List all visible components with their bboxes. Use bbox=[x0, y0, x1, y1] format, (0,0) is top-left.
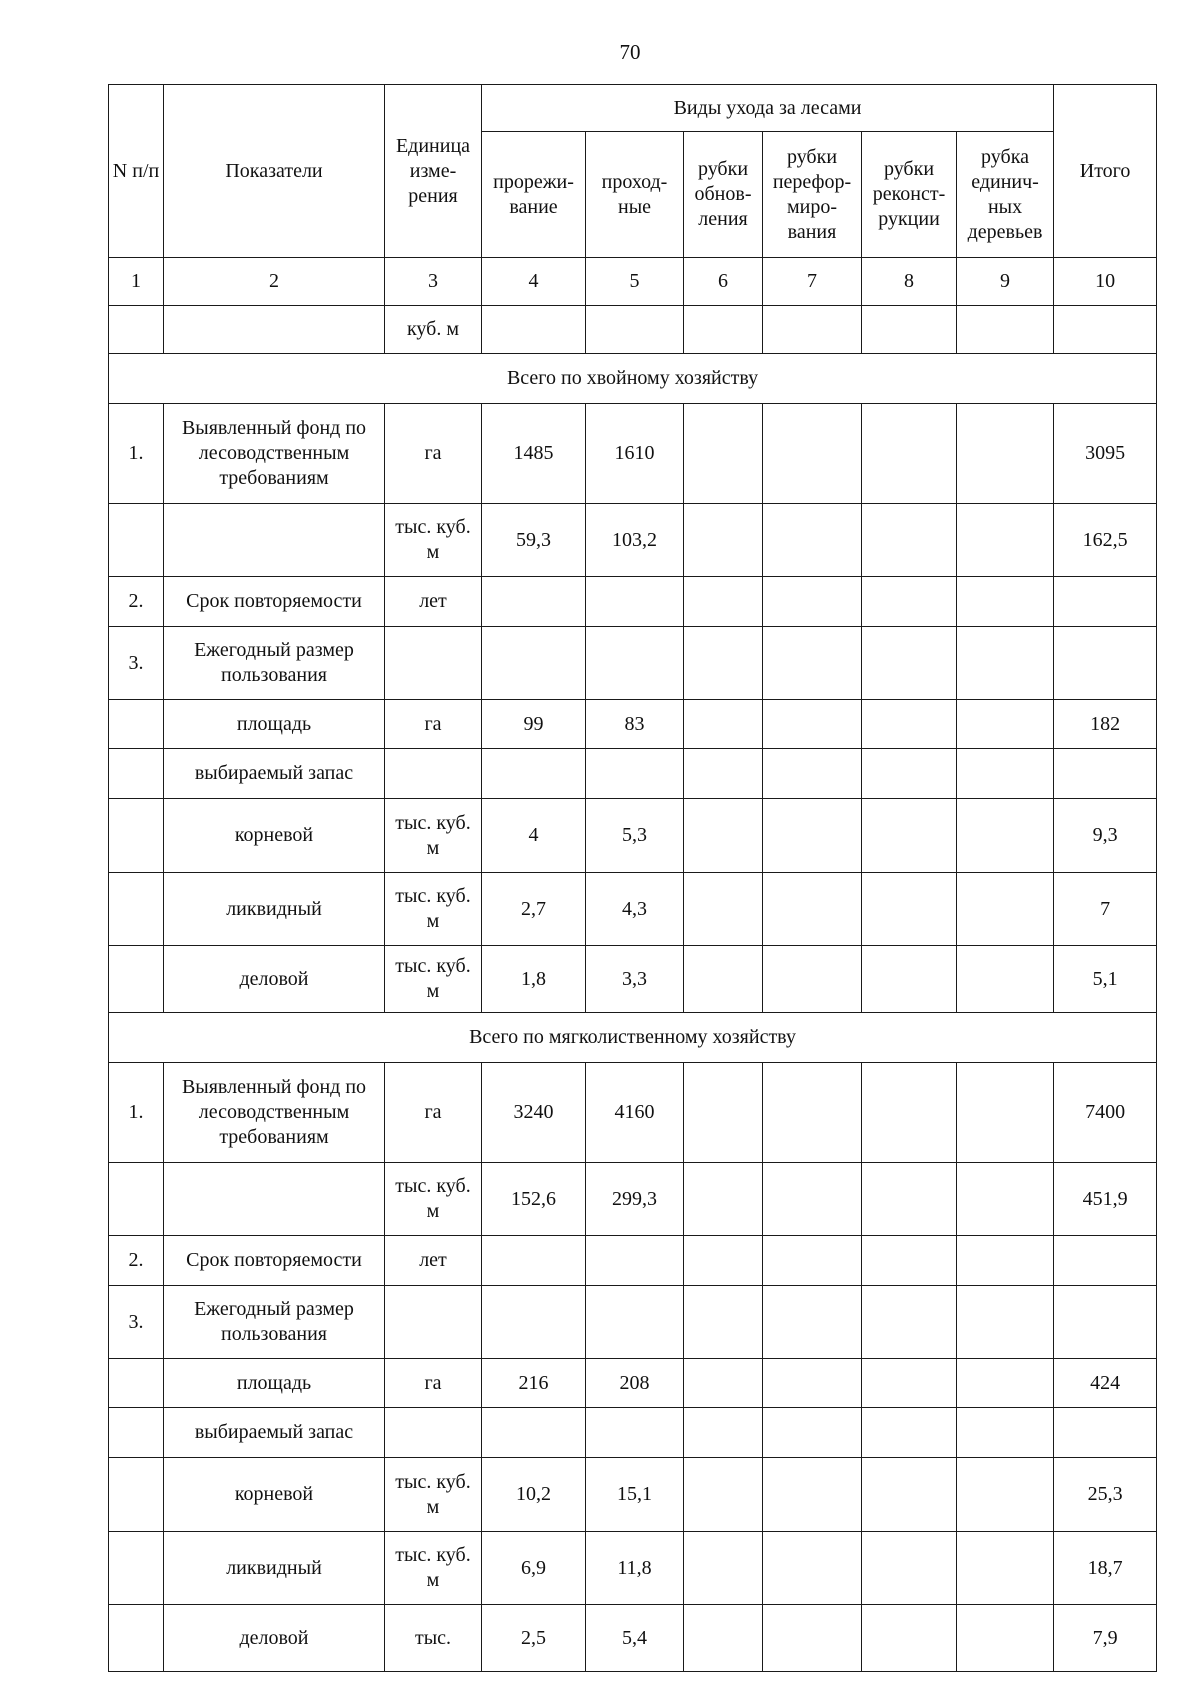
row-number-cell: 2. bbox=[109, 577, 164, 627]
indicator-cell: деловой bbox=[164, 1605, 385, 1672]
reconstruction-value bbox=[862, 504, 957, 577]
indicator-cell: корневой bbox=[164, 799, 385, 873]
thinning-value: 2,7 bbox=[482, 873, 586, 946]
col-number: 10 bbox=[1054, 258, 1157, 306]
total-value bbox=[1054, 1408, 1157, 1458]
single-trees-value bbox=[957, 577, 1054, 627]
row-number-cell bbox=[109, 504, 164, 577]
total-value: 18,7 bbox=[1054, 1532, 1157, 1605]
reformation-value bbox=[763, 1532, 862, 1605]
renewal-value bbox=[684, 799, 763, 873]
reconstruction-value bbox=[862, 1236, 957, 1286]
header-indicator: Показатели bbox=[164, 85, 385, 258]
renewal-value bbox=[684, 577, 763, 627]
indicator-cell: ликвидный bbox=[164, 873, 385, 946]
reformation-value bbox=[763, 1359, 862, 1408]
renewal-value bbox=[684, 1236, 763, 1286]
thinning-value bbox=[482, 1408, 586, 1458]
header-row-1 bbox=[109, 85, 1157, 132]
renewal-value bbox=[684, 1532, 763, 1605]
table-row bbox=[109, 1286, 1157, 1359]
single-trees-value bbox=[957, 404, 1054, 504]
single-trees-value bbox=[957, 1532, 1054, 1605]
passage-value: 4160 bbox=[586, 1063, 684, 1163]
reconstruction-value bbox=[862, 577, 957, 627]
single-trees-value bbox=[957, 504, 1054, 577]
table-row bbox=[109, 873, 1157, 946]
renewal-value bbox=[684, 700, 763, 749]
reformation-value bbox=[763, 1063, 862, 1163]
row-number-cell bbox=[109, 946, 164, 1013]
reformation-value bbox=[763, 627, 862, 700]
reconstruction-value bbox=[862, 1063, 957, 1163]
table-cell bbox=[862, 306, 957, 354]
reconstruction-value bbox=[862, 700, 957, 749]
unit-cell: тыс. куб. м bbox=[385, 946, 482, 1013]
reformation-value bbox=[763, 799, 862, 873]
table-row bbox=[109, 1532, 1157, 1605]
single-trees-value bbox=[957, 1236, 1054, 1286]
section-title: Всего по мягколиственному хозяйству bbox=[109, 1013, 1157, 1063]
single-trees-value bbox=[957, 799, 1054, 873]
unit-cell: га bbox=[385, 1063, 482, 1163]
reformation-value bbox=[763, 404, 862, 504]
renewal-value bbox=[684, 1458, 763, 1532]
total-value: 9,3 bbox=[1054, 799, 1157, 873]
thinning-value: 2,5 bbox=[482, 1605, 586, 1672]
unit-cell: тыс. куб. м bbox=[385, 1532, 482, 1605]
indicator-cell: площадь bbox=[164, 1359, 385, 1408]
table-cell bbox=[1054, 306, 1157, 354]
total-value: 7 bbox=[1054, 873, 1157, 946]
row-number-cell bbox=[109, 799, 164, 873]
reformation-value bbox=[763, 1458, 862, 1532]
indicator-cell: Срок повторяемости bbox=[164, 577, 385, 627]
single-trees-value bbox=[957, 627, 1054, 700]
table-row bbox=[109, 577, 1157, 627]
passage-value bbox=[586, 627, 684, 700]
thinning-value: 99 bbox=[482, 700, 586, 749]
reformation-value bbox=[763, 1163, 862, 1236]
passage-value: 299,3 bbox=[586, 1163, 684, 1236]
reconstruction-value bbox=[862, 1408, 957, 1458]
table-row bbox=[109, 946, 1157, 1013]
header-care-types-group: Виды ухода за лесами bbox=[482, 85, 1054, 132]
table-row bbox=[109, 749, 1157, 799]
row-number-cell bbox=[109, 700, 164, 749]
total-value: 3095 bbox=[1054, 404, 1157, 504]
unit-cell: га bbox=[385, 700, 482, 749]
row-number-cell bbox=[109, 1163, 164, 1236]
passage-value: 5,4 bbox=[586, 1605, 684, 1672]
header-type-reconstruction: рубки реконст-рукции bbox=[862, 132, 957, 258]
renewal-value bbox=[684, 504, 763, 577]
header-type-passage: проход-ные bbox=[586, 132, 684, 258]
unit-cell: тыс. bbox=[385, 1605, 482, 1672]
table-row bbox=[109, 1408, 1157, 1458]
reconstruction-value bbox=[862, 1359, 957, 1408]
reformation-value bbox=[763, 1286, 862, 1359]
reconstruction-value bbox=[862, 1286, 957, 1359]
table-row bbox=[109, 404, 1157, 504]
reconstruction-value bbox=[862, 799, 957, 873]
passage-value: 83 bbox=[586, 700, 684, 749]
indicator-cell: выбираемый запас bbox=[164, 749, 385, 799]
col-number: 2 bbox=[164, 258, 385, 306]
row-number-cell bbox=[109, 1458, 164, 1532]
unit-cell bbox=[385, 749, 482, 799]
table-cell bbox=[957, 306, 1054, 354]
total-value: 25,3 bbox=[1054, 1458, 1157, 1532]
unit-cell: лет bbox=[385, 1236, 482, 1286]
row-number-cell bbox=[109, 873, 164, 946]
total-value bbox=[1054, 1286, 1157, 1359]
reformation-value bbox=[763, 577, 862, 627]
col-number: 1 bbox=[109, 258, 164, 306]
header-unit: Единица изме-рения bbox=[385, 85, 482, 258]
row-number-cell bbox=[109, 1605, 164, 1672]
renewal-value bbox=[684, 1359, 763, 1408]
header-type-single-trees: рубка единич-ных деревьев bbox=[957, 132, 1054, 258]
page-number: 70 bbox=[619, 40, 641, 64]
header-total: Итого bbox=[1054, 85, 1157, 258]
unit-cell: тыс. куб. м bbox=[385, 1458, 482, 1532]
renewal-value bbox=[684, 1605, 763, 1672]
reconstruction-value bbox=[862, 749, 957, 799]
total-value bbox=[1054, 1236, 1157, 1286]
renewal-value bbox=[684, 1408, 763, 1458]
reformation-value bbox=[763, 700, 862, 749]
indicator-cell: Ежегодный размер пользования bbox=[164, 1286, 385, 1359]
renewal-value bbox=[684, 749, 763, 799]
renewal-value bbox=[684, 404, 763, 504]
total-value: 162,5 bbox=[1054, 504, 1157, 577]
row-number-cell bbox=[109, 1408, 164, 1458]
unit-cell bbox=[385, 1286, 482, 1359]
table-row bbox=[109, 1605, 1157, 1672]
thinning-value bbox=[482, 1286, 586, 1359]
unit-cell: тыс. куб. м bbox=[385, 1163, 482, 1236]
indicator-cell: выбираемый запас bbox=[164, 1408, 385, 1458]
indicator-cell: Выявленный фонд по лесоводственным требованиям bbox=[164, 404, 385, 504]
col-number: 3 bbox=[385, 258, 482, 306]
indicator-cell bbox=[164, 1163, 385, 1236]
total-value: 424 bbox=[1054, 1359, 1157, 1408]
single-trees-value bbox=[957, 1163, 1054, 1236]
indicator-cell: Ежегодный размер пользования bbox=[164, 627, 385, 700]
table-row bbox=[109, 504, 1157, 577]
unit-cell: куб. м bbox=[385, 306, 482, 354]
passage-value bbox=[586, 577, 684, 627]
unit-cell bbox=[385, 1408, 482, 1458]
single-trees-value bbox=[957, 873, 1054, 946]
reconstruction-value bbox=[862, 404, 957, 504]
table-row bbox=[109, 1359, 1157, 1408]
passage-value: 1610 bbox=[586, 404, 684, 504]
single-trees-value bbox=[957, 1286, 1054, 1359]
passage-value: 11,8 bbox=[586, 1532, 684, 1605]
reconstruction-value bbox=[862, 1532, 957, 1605]
total-value: 7400 bbox=[1054, 1063, 1157, 1163]
total-value: 7,9 bbox=[1054, 1605, 1157, 1672]
thinning-value: 152,6 bbox=[482, 1163, 586, 1236]
row-number-cell: 2. bbox=[109, 1236, 164, 1286]
col-number: 8 bbox=[862, 258, 957, 306]
indicator-cell: Выявленный фонд по лесоводственным требованиям bbox=[164, 1063, 385, 1163]
thinning-value: 216 bbox=[482, 1359, 586, 1408]
unit-cell: га bbox=[385, 1359, 482, 1408]
passage-value: 15,1 bbox=[586, 1458, 684, 1532]
passage-value: 103,2 bbox=[586, 504, 684, 577]
indicator-cell: Срок повторяемости bbox=[164, 1236, 385, 1286]
table-cell bbox=[586, 306, 684, 354]
row-number-cell: 1. bbox=[109, 1063, 164, 1163]
table-row bbox=[109, 799, 1157, 873]
passage-value: 4,3 bbox=[586, 873, 684, 946]
unit-cell: тыс. куб. м bbox=[385, 504, 482, 577]
passage-value bbox=[586, 1286, 684, 1359]
reconstruction-value bbox=[862, 1458, 957, 1532]
total-value bbox=[1054, 577, 1157, 627]
indicator-cell: ликвидный bbox=[164, 1532, 385, 1605]
table-row bbox=[109, 627, 1157, 700]
table-row bbox=[109, 1236, 1157, 1286]
renewal-value bbox=[684, 1063, 763, 1163]
reformation-value bbox=[763, 504, 862, 577]
section-title: Всего по хвойному хозяйству bbox=[109, 354, 1157, 404]
total-value: 182 bbox=[1054, 700, 1157, 749]
reconstruction-value bbox=[862, 627, 957, 700]
thinning-value bbox=[482, 577, 586, 627]
unit-cell bbox=[385, 627, 482, 700]
thinning-value: 59,3 bbox=[482, 504, 586, 577]
single-trees-value bbox=[957, 946, 1054, 1013]
table-cell bbox=[482, 306, 586, 354]
indicator-cell bbox=[164, 504, 385, 577]
thinning-value bbox=[482, 627, 586, 700]
unit-cell: лет bbox=[385, 577, 482, 627]
forest-care-table bbox=[108, 84, 1157, 1672]
total-value: 5,1 bbox=[1054, 946, 1157, 1013]
table-cell bbox=[763, 306, 862, 354]
single-trees-value bbox=[957, 1063, 1054, 1163]
single-trees-value bbox=[957, 1359, 1054, 1408]
indicator-cell: площадь bbox=[164, 700, 385, 749]
row-number-cell bbox=[109, 1359, 164, 1408]
reconstruction-value bbox=[862, 873, 957, 946]
renewal-value bbox=[684, 1286, 763, 1359]
section-title-row bbox=[109, 354, 1157, 404]
passage-value: 3,3 bbox=[586, 946, 684, 1013]
renewal-value bbox=[684, 627, 763, 700]
total-value bbox=[1054, 627, 1157, 700]
reformation-value bbox=[763, 1605, 862, 1672]
indicator-cell: деловой bbox=[164, 946, 385, 1013]
thinning-value: 3240 bbox=[482, 1063, 586, 1163]
indicator-cell: корневой bbox=[164, 1458, 385, 1532]
total-value: 451,9 bbox=[1054, 1163, 1157, 1236]
unit-cell: га bbox=[385, 404, 482, 504]
row-number-cell bbox=[109, 1532, 164, 1605]
reconstruction-value bbox=[862, 1163, 957, 1236]
col-number: 9 bbox=[957, 258, 1054, 306]
single-trees-value bbox=[957, 749, 1054, 799]
table-cell bbox=[684, 306, 763, 354]
thinning-value: 1,8 bbox=[482, 946, 586, 1013]
renewal-value bbox=[684, 1163, 763, 1236]
reformation-value bbox=[763, 1408, 862, 1458]
carry-over-row bbox=[109, 306, 1157, 354]
single-trees-value bbox=[957, 700, 1054, 749]
reformation-value bbox=[763, 873, 862, 946]
col-number: 5 bbox=[586, 258, 684, 306]
passage-value: 208 bbox=[586, 1359, 684, 1408]
col-number: 6 bbox=[684, 258, 763, 306]
row-number-cell: 1. bbox=[109, 404, 164, 504]
passage-value: 5,3 bbox=[586, 799, 684, 873]
passage-value bbox=[586, 749, 684, 799]
reconstruction-value bbox=[862, 1605, 957, 1672]
table-row bbox=[109, 1458, 1157, 1532]
row-number-cell: 3. bbox=[109, 627, 164, 700]
thinning-value: 6,9 bbox=[482, 1532, 586, 1605]
single-trees-value bbox=[957, 1408, 1054, 1458]
table-cell bbox=[164, 306, 385, 354]
row-number-cell bbox=[109, 749, 164, 799]
thinning-value: 10,2 bbox=[482, 1458, 586, 1532]
header-num: N п/п bbox=[109, 85, 164, 258]
table-row bbox=[109, 1063, 1157, 1163]
thinning-value: 4 bbox=[482, 799, 586, 873]
unit-cell: тыс. куб. м bbox=[385, 873, 482, 946]
column-number-row bbox=[109, 258, 1157, 306]
renewal-value bbox=[684, 946, 763, 1013]
section-title-row bbox=[109, 1013, 1157, 1063]
reformation-value bbox=[763, 946, 862, 1013]
thinning-value: 1485 bbox=[482, 404, 586, 504]
single-trees-value bbox=[957, 1605, 1054, 1672]
header-type-thinning: прорежи-вание bbox=[482, 132, 586, 258]
header-type-reformation: рубки перефор-миро-вания bbox=[763, 132, 862, 258]
passage-value bbox=[586, 1236, 684, 1286]
table-row bbox=[109, 700, 1157, 749]
reconstruction-value bbox=[862, 946, 957, 1013]
thinning-value bbox=[482, 749, 586, 799]
renewal-value bbox=[684, 873, 763, 946]
single-trees-value bbox=[957, 1458, 1054, 1532]
thinning-value bbox=[482, 1236, 586, 1286]
col-number: 4 bbox=[482, 258, 586, 306]
passage-value bbox=[586, 1408, 684, 1458]
reformation-value bbox=[763, 749, 862, 799]
table-cell bbox=[109, 306, 164, 354]
reformation-value bbox=[763, 1236, 862, 1286]
table-row bbox=[109, 1163, 1157, 1236]
header-type-renewal: рубки обнов-ления bbox=[684, 132, 763, 258]
total-value bbox=[1054, 749, 1157, 799]
col-number: 7 bbox=[763, 258, 862, 306]
row-number-cell: 3. bbox=[109, 1286, 164, 1359]
unit-cell: тыс. куб. м bbox=[385, 799, 482, 873]
